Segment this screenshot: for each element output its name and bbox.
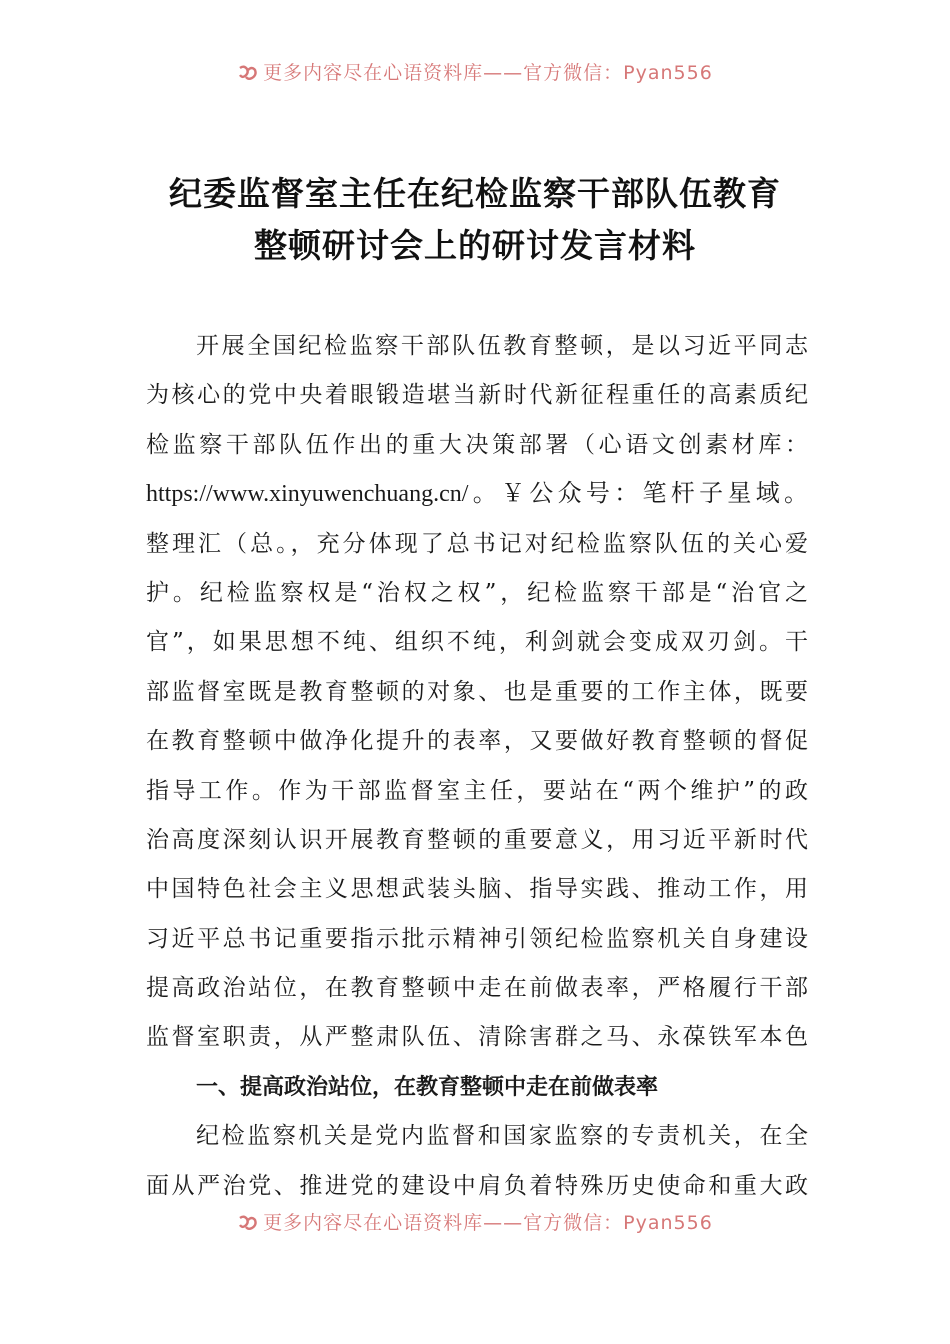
document-body: [146, 322, 808, 1211]
paragraph-line: 官”，如果思想不纯、组织不纯，利剑就会变成双刃剑。干: [146, 629, 808, 656]
paragraph-line: 护。纪检监察权是“治权之权”，纪检监察干部是“治官之: [146, 579, 808, 606]
paragraph-line: 提高政治站位，在教育整顿中走在前做表率，严格履行干部: [146, 975, 808, 1002]
paragraph-line: 中国特色社会主义思想武装头脑、指导实践、推动工作，用: [146, 876, 808, 903]
title-line: 整顿研讨会上的研讨发言材料: [254, 226, 696, 265]
section-heading: 一、提高政治站位，在教育整顿中走在前做表率: [196, 1074, 659, 1100]
watermark-logo-icon: [237, 1214, 259, 1232]
paragraph-line: 整理汇（总。，充分体现了总书记对纪检监察队伍的关心爱: [146, 530, 808, 557]
paragraph-line: 监督室职责，从严整肃队伍、清除害群之马、永葆铁军本色: [146, 1024, 808, 1051]
paragraph-line: 面从严治党、推进党的建设中肩负着特殊历史使命和重大政: [146, 1172, 808, 1199]
paragraph-line: 部监督室既是教育整顿的对象、也是重要的工作主体，既要: [146, 678, 808, 705]
paragraph-line: 习近平总书记重要指示批示精神引领纪检监察机关自身建设: [146, 925, 808, 952]
title-line: 纪委监督室主任在纪检监察干部队伍教育: [169, 174, 781, 213]
paragraph-line: 在教育整顿中做净化提升的表率，又要做好教育整顿的督促: [146, 728, 808, 755]
watermark-footer: [0, 1208, 950, 1235]
paragraph-line: https://www.xinyuwenchuang.cn/。￥公众号：笔杆子星域。: [146, 481, 808, 508]
watermark-header: [0, 58, 950, 85]
paragraph-line: 治高度深刻认识开展教育整顿的重要意义，用习近平新时代: [146, 826, 808, 853]
document-title: [0, 168, 950, 272]
watermark-text: 更多内容尽在心语资料库——官方微信：Pyan556: [263, 1212, 713, 1234]
watermark-logo-icon: [237, 64, 259, 82]
paragraph-line: 检监察干部队伍作出的重大决策部署（心语文创素材库：: [146, 431, 808, 458]
paragraph-line: 为核心的党中央着眼锻造堪当新时代新征程重任的高素质纪: [146, 382, 808, 409]
paragraph-line: 指导工作。作为干部监督室主任，要站在“两个维护”的政: [146, 777, 808, 804]
paragraph-line: 开展全国纪检监察干部队伍教育整顿，是以习近平同志: [196, 333, 808, 359]
watermark-text: 更多内容尽在心语资料库——官方微信：Pyan556: [263, 62, 713, 84]
paragraph-line: 纪检监察机关是党内监督和国家监察的专责机关，在全: [196, 1123, 808, 1150]
